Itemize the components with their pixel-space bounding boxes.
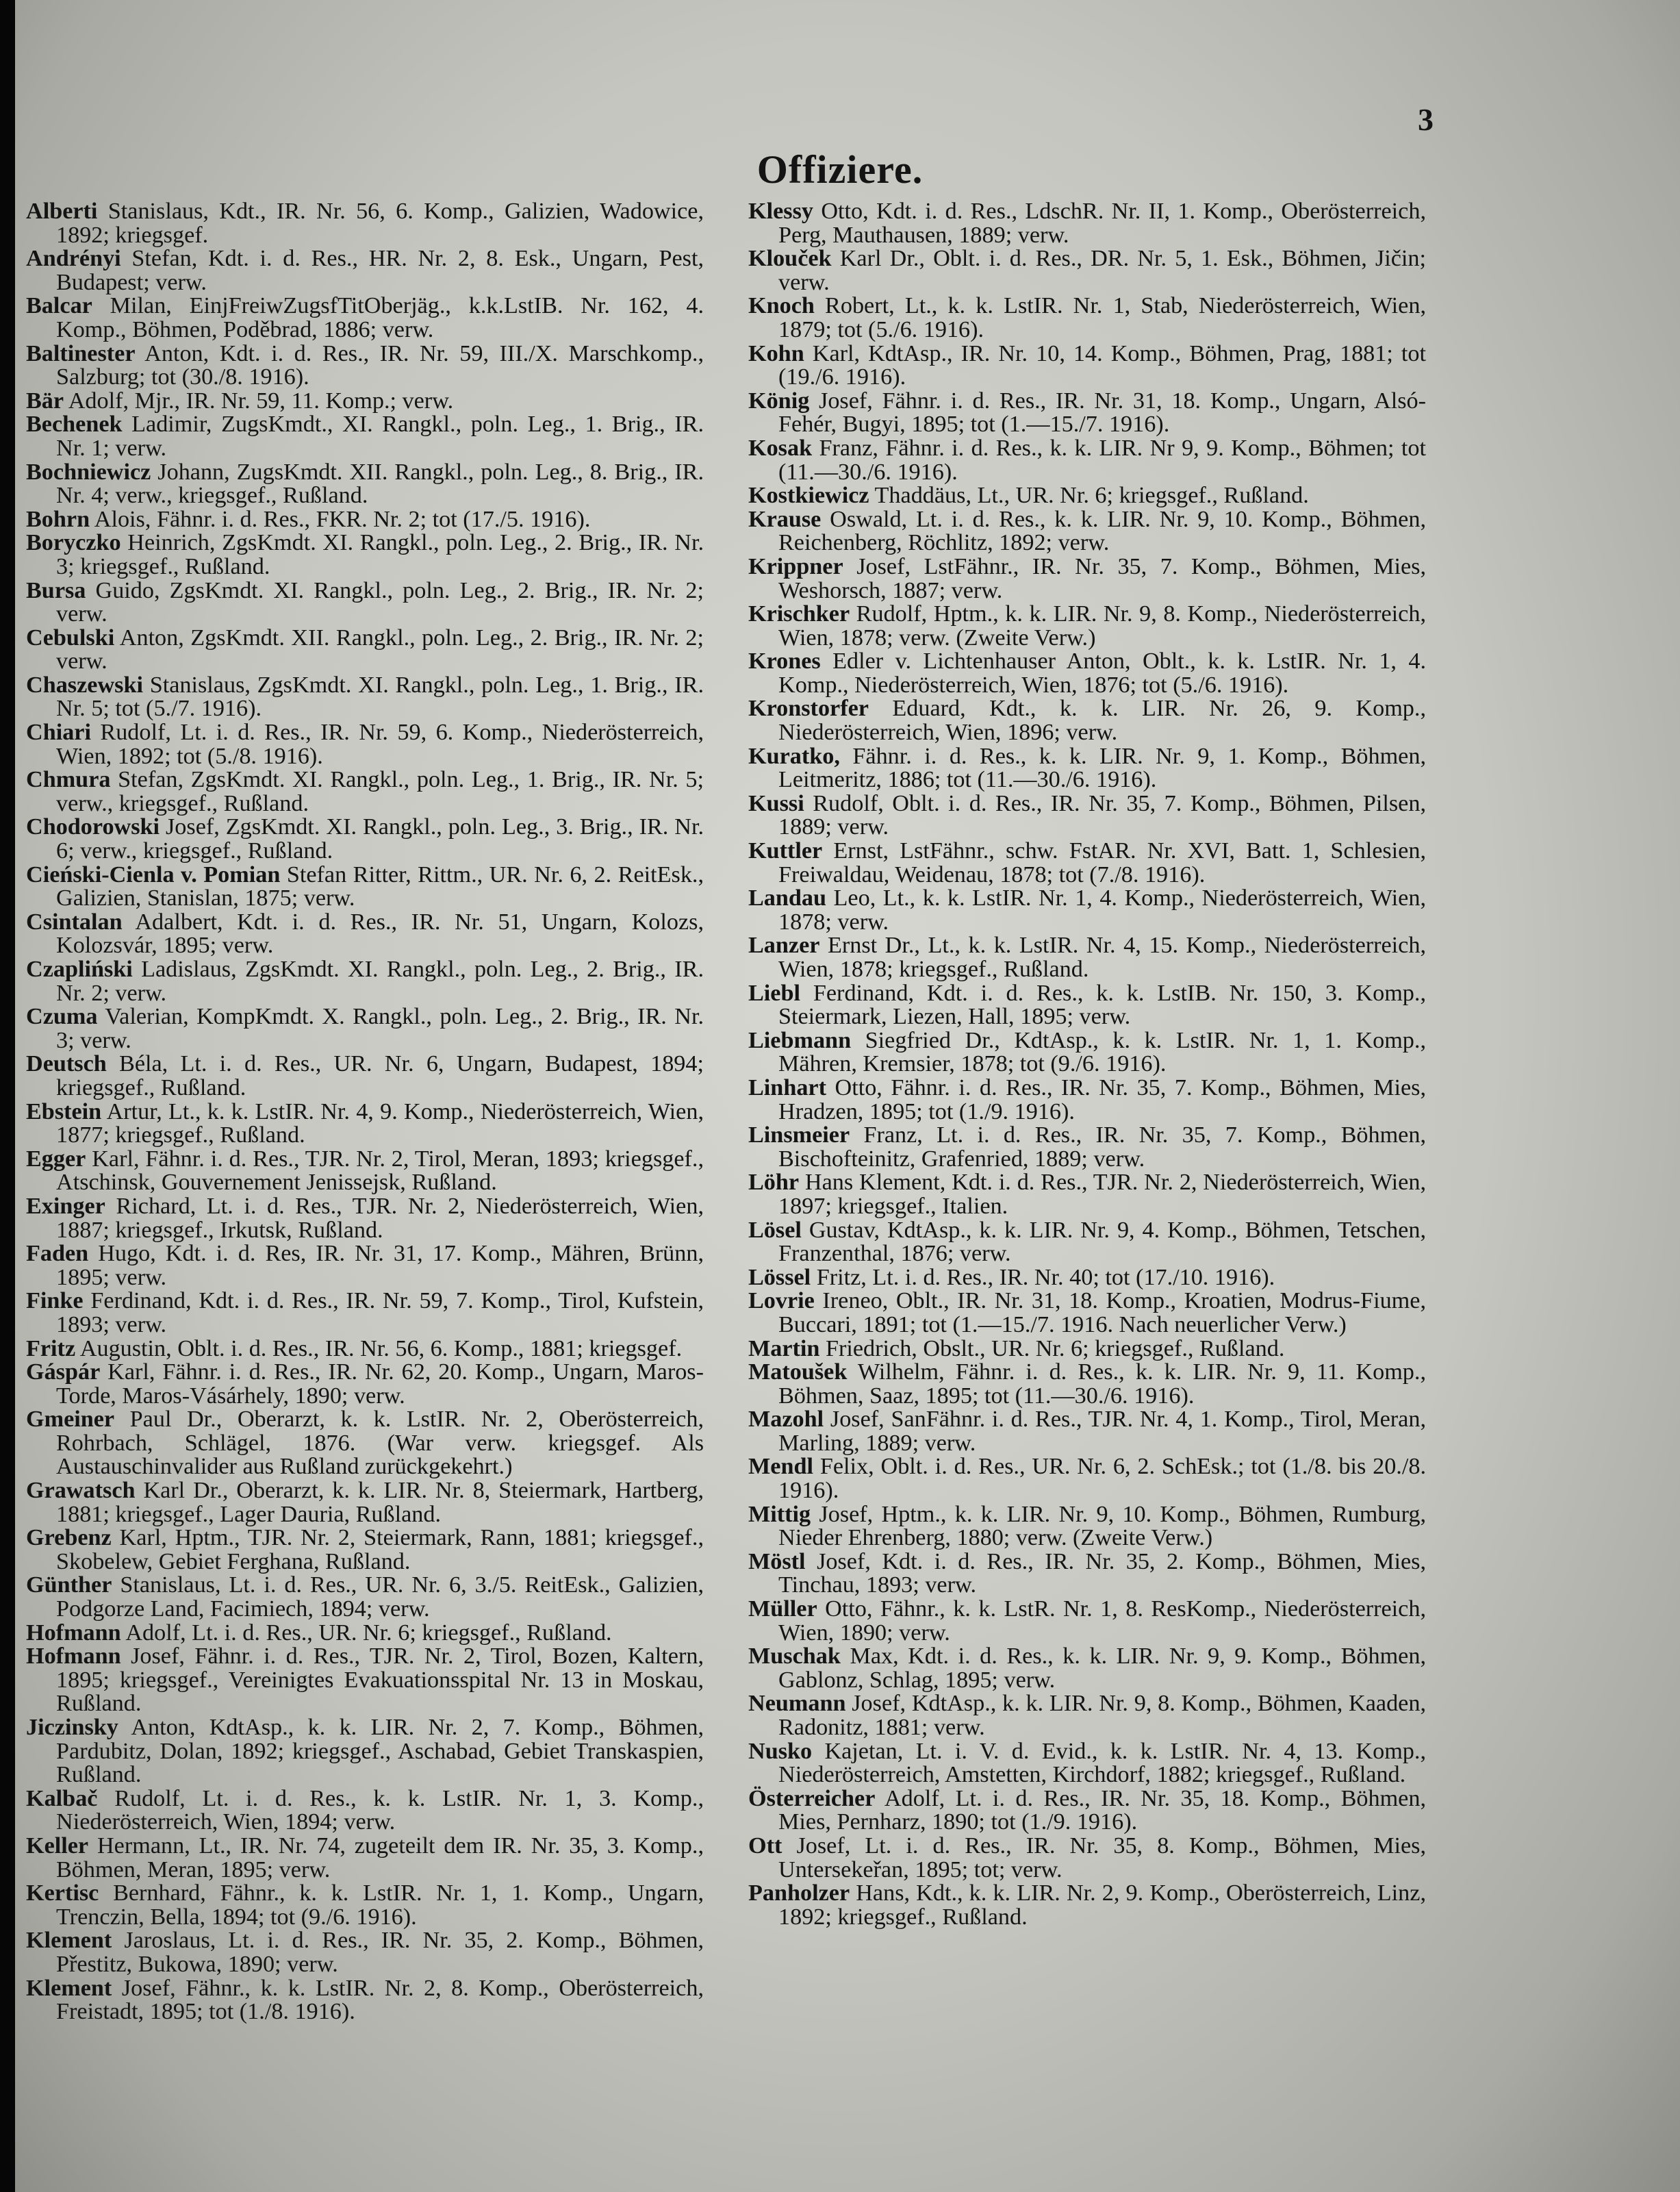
right-column — [748, 200, 1426, 1929]
entry-name: Linhart — [748, 1074, 826, 1100]
entry-details: Valerian, KompKmdt. X. Rangkl., poln. Leg., 2. Brig., IR. Nr. 3; verw. — [56, 1004, 704, 1053]
entry-details: Heinrich, ZgsKmdt. XI. Rangkl., poln. Leg., 2. Brig., IR. Nr. 3; kriegsgef., Rußland. — [56, 530, 704, 579]
entry-name: Liebl — [748, 980, 800, 1006]
entry-details: Josef, Lt. i. d. Res., IR. Nr. 35, 8. Komp., Böhmen, Mies, Untersekeřan, 1895; tot; verw. — [778, 1832, 1426, 1882]
entry-details: Hermann, Lt., IR. Nr. 74, zugeteilt dem IR. Nr. 35, 3. Komp., Böhmen, Meran, 1895; verw. — [56, 1832, 704, 1882]
entry-name: Hofmann — [26, 1643, 121, 1670]
entry-name: Czuma — [26, 1004, 98, 1030]
entry-name: Bursa — [26, 577, 86, 603]
entry-name: Chodorowski — [26, 814, 160, 840]
entry-details: Franz, Fähnr. i. d. Res., k. k. LIR. Nr 9, 9. Komp., Böhmen; tot (11.—30./6. 1916). — [778, 435, 1426, 485]
list-entry — [26, 861, 704, 911]
entry-name: Möstl — [748, 1548, 806, 1574]
list-entry — [26, 1526, 704, 1574]
entry-details: Béla, Lt. i. d. Res., UR. Nr. 6, Ungarn, Budapest, 1894; kriegsgef., Rußland. — [56, 1051, 704, 1100]
list-entry — [748, 745, 1426, 792]
entry-name: Kronstorfer — [748, 696, 869, 722]
entry-name: Lanzer — [748, 933, 820, 959]
entry-name: Grebenz — [26, 1525, 112, 1551]
entry-name: Kalbač — [26, 1785, 98, 1811]
entry-name: Bechenek — [26, 412, 123, 438]
entry-details: Karl, Hptm., TJR. Nr. 2, Steiermark, Rann, 1881; kriegsgef., Skobelew, Gebiet Ferghana, Rußland. — [56, 1525, 704, 1574]
entry-details: Stefan, Kdt. i. d. Res., HR. Nr. 2, 8. Esk., Ungarn, Pest, Budapest; verw. — [56, 246, 704, 295]
list-entry — [748, 1266, 1426, 1290]
list-entry — [26, 1337, 704, 1361]
entry-details: Hans Klement, Kdt. i. d. Res., TJR. Nr. 2, Niederösterreich, Wien, 1897; kriegsgef., Italien. — [778, 1170, 1426, 1219]
list-entry — [26, 1242, 704, 1289]
entry-name: Krippner — [748, 553, 843, 579]
entry-details: Stanislaus, Kdt., IR. Nr. 56, 6. Komp., Galizien, Wadowice, 1892; kriegsgef. — [56, 199, 704, 248]
entry-details: Milan, EinjFreiwZugsfTitOberjäg., k.k.LstIB. Nr. 162, 4. Komp., Böhmen, Poděbrad, 1886; verw. — [56, 293, 704, 342]
entry-details: Josef, ZgsKmdt. XI. Rangkl., poln. Leg., 3. Brig., IR. Nr. 6; verw., kriegsgef., Rußland. — [56, 814, 704, 864]
entry-details: Oswald, Lt. i. d. Res., k. k. LIR. Nr. 9, 10. Komp., Böhmen, Reichenberg, Röchlitz, 1892; verw. — [778, 506, 1426, 556]
entry-details: Otto, Kdt. i. d. Res., LdschR. Nr. II, 1. Komp., Oberösterreich, Perg, Mauthausen, 1889; verw. — [778, 199, 1426, 248]
page-number: 3 — [1418, 102, 1434, 137]
entry-name: Kuratko, — [748, 743, 840, 769]
list-entry — [26, 1929, 704, 1976]
entry-name: Chaszewski — [26, 672, 143, 698]
entry-details: Alois, Fähnr. i. d. Res., FKR. Nr. 2; tot (17./5. 1916). — [90, 506, 591, 532]
entry-details: Stanislaus, Lt. i. d. Res., UR. Nr. 6, 3./5. ReitEsk., Galizien, Podgorze Land, Facimiech, 1894; verw. — [56, 1572, 704, 1622]
list-entry — [26, 247, 704, 294]
entry-details: Rudolf, Lt. i. d. Res., k. k. LstIR. Nr. 1, 3. Komp., Niederösterreich, Wien, 1894; verw. — [56, 1785, 704, 1835]
list-entry — [748, 247, 1426, 294]
entry-name: Cieński-Cienla v. Pomian — [26, 861, 281, 887]
entry-details: Josef, KdtAsp., k. k. LIR. Nr. 9, 8. Komp., Böhmen, Kaaden, Radonitz, 1881; verw. — [778, 1691, 1426, 1740]
entry-name: Deutsch — [26, 1051, 107, 1077]
entry-name: Jiczinsky — [26, 1715, 118, 1740]
entry-details: Karl, Fähnr. i. d. Res., TJR. Nr. 2, Tirol, Meran, 1893; kriegsgef., Atschinsk, Gouvernement Jenissejsk, Rußland. — [56, 1146, 704, 1196]
list-entry — [748, 792, 1426, 840]
left-column — [26, 200, 704, 2024]
list-entry — [26, 1977, 704, 2024]
entry-name: Klement — [26, 1975, 112, 2001]
list-entry — [748, 1171, 1426, 1218]
list-entry — [26, 413, 704, 460]
entry-name: Matoušek — [748, 1359, 848, 1385]
list-entry — [748, 840, 1426, 887]
list-entry — [26, 342, 704, 390]
list-entry — [748, 1408, 1426, 1455]
entry-name: Balcar — [26, 293, 92, 319]
entry-details: Adolf, Mjr., IR. Nr. 59, 11. Komp.; verw. — [64, 388, 454, 414]
list-entry — [26, 531, 704, 579]
entry-name: Klement — [26, 1928, 112, 1954]
list-entry — [748, 1740, 1426, 1787]
entry-details: Ladislaus, ZgsKmdt. XI. Rangkl., poln. Leg., 2. Brig., IR. Nr. 2; verw. — [56, 957, 704, 1006]
entry-name: Neumann — [748, 1691, 846, 1717]
entry-details: Stefan, ZgsKmdt. XI. Rangkl., poln. Leg., 1. Brig., IR. Nr. 5; verw., kriegsgef., Rußland. — [56, 767, 704, 816]
entry-details: Anton, KdtAsp., k. k. LIR. Nr. 2, 7. Komp., Böhmen, Pardubitz, Dolan, 1892; kriegsgef., Aschabad, Gebiet Transkaspien, Rußland. — [56, 1715, 704, 1788]
list-entry — [748, 1219, 1426, 1266]
list-entry — [26, 816, 704, 863]
entry-details: Adalbert, Kdt. i. d. Res., IR. Nr. 51, Ungarn, Kolozs, Kolozsvár, 1895; verw. — [56, 909, 704, 959]
entry-details: Karl, KdtAsp., IR. Nr. 10, 14. Komp., Böhmen, Prag, 1881; tot (19./6. 1916). — [778, 340, 1426, 390]
list-entry — [748, 342, 1426, 390]
entry-details: Ladimir, ZugsKmdt., XI. Rangkl., poln. Leg., 1. Brig., IR. Nr. 1; verw. — [56, 412, 704, 461]
list-entry — [748, 1124, 1426, 1171]
entry-name: Czapliński — [26, 957, 133, 982]
entry-details: Josef, Fähnr., k. k. LstIR. Nr. 2, 8. Komp., Oberösterreich, Freistadt, 1895; tot (1./8. 1916). — [56, 1975, 704, 2025]
entry-name: Mittig — [748, 1501, 811, 1527]
entry-details: Richard, Lt. i. d. Res., TJR. Nr. 2, Niederösterreich, Wien, 1887; kriegsgef., Irkutsk, Rußland. — [56, 1193, 704, 1243]
entry-name: Egger — [26, 1146, 86, 1172]
entry-details: Otto, Fähnr. i. d. Res., IR. Nr. 35, 7. Komp., Böhmen, Mies, Hradzen, 1895; tot (1./9. 1916). — [778, 1074, 1426, 1124]
entry-details: Karl, Fähnr. i. d. Res., IR. Nr. 62, 20. Komp., Ungarn, Maros-Torde, Maros-Vásárhely, 1890; verw. — [56, 1359, 704, 1409]
entry-name: Bär — [26, 388, 64, 414]
entry-details: Felix, Oblt. i. d. Res., UR. Nr. 6, 2. SchEsk.; tot (1./8. bis 20./8. 1916). — [778, 1454, 1426, 1504]
list-entry — [26, 1574, 704, 1621]
list-entry — [748, 603, 1426, 650]
entry-name: Baltinester — [26, 340, 136, 366]
list-entry — [748, 650, 1426, 697]
entry-name: Ott — [748, 1832, 782, 1859]
entry-name: Liebmann — [748, 1027, 852, 1053]
entry-name: Kuttler — [748, 838, 823, 864]
entry-details: Eduard, Kdt., k. k. LIR. Nr. 26, 9. Komp., Niederösterreich, Wien, 1896; verw. — [778, 696, 1426, 746]
entry-name: Kohn — [748, 340, 804, 366]
entry-name: Lovrie — [748, 1288, 815, 1314]
entry-details: Ferdinand, Kdt. i. d. Res., IR. Nr. 59, 7. Komp., Tirol, Kufstein, 1893; verw. — [56, 1288, 704, 1337]
entry-name: Kertisc — [26, 1880, 99, 1906]
list-entry — [748, 484, 1426, 508]
list-entry — [748, 1029, 1426, 1076]
entry-details: Jaroslaus, Lt. i. d. Res., IR. Nr. 35, 2. Komp., Böhmen, Přestitz, Bukowa, 1890; verw. — [56, 1928, 704, 1977]
list-entry — [26, 1882, 704, 1929]
entry-details: Adolf, Lt. i. d. Res., UR. Nr. 6; kriegsgef., Rußland. — [120, 1620, 612, 1646]
entry-details: Josef, Hptm., k. k. LIR. Nr. 9, 10. Komp., Böhmen, Rumburg, Nieder Ehrenberg, 1880; verw. (Zweite Verw.) — [778, 1501, 1426, 1551]
entry-name: Cebulski — [26, 625, 115, 651]
entry-details: Josef, Kdt. i. d. Res., IR. Nr. 35, 2. Komp., Böhmen, Mies, Tinchau, 1893; verw. — [778, 1548, 1426, 1598]
entry-details: Max, Kdt. i. d. Res., k. k. LIR. Nr. 9, 9. Komp., Böhmen, Gablonz, Schlag, 1895; verw. — [778, 1643, 1426, 1693]
entry-name: Exinger — [26, 1193, 105, 1219]
entry-details: Stanislaus, ZgsKmdt. XI. Rangkl., poln. Leg., 1. Brig., IR. Nr. 5; tot (5./7. 1916). — [56, 672, 704, 722]
list-entry — [26, 294, 704, 342]
entry-name: Nusko — [748, 1738, 813, 1764]
entry-details: Friedrich, Obslt., UR. Nr. 6; kriegsgef., Rußland. — [819, 1335, 1285, 1361]
list-entry — [748, 1289, 1426, 1337]
list-entry — [748, 1645, 1426, 1692]
list-entry — [26, 1832, 704, 1882]
entry-name: Linsmeier — [748, 1122, 850, 1148]
binding-edge — [0, 0, 15, 2192]
list-entry — [748, 1361, 1426, 1408]
list-entry — [26, 1479, 704, 1526]
list-entry — [748, 1598, 1426, 1645]
list-entry — [748, 1076, 1426, 1124]
list-entry — [26, 627, 704, 674]
entry-details: Josef, Fähnr. i. d. Res., IR. Nr. 31, 18. Komp., Ungarn, Alsó-Fehér, Bugyi, 1895; tot (1.—15./7. 1916). — [778, 388, 1426, 438]
list-entry — [748, 200, 1426, 247]
entry-name: Klouček — [748, 246, 832, 272]
list-entry — [26, 579, 704, 627]
list-entry — [748, 1455, 1426, 1502]
entry-details: Anton, Kdt. i. d. Res., IR. Nr. 59, III./X. Marschkomp., Salzburg; tot (30./8. 1916). — [56, 340, 704, 390]
entry-name: Mazohl — [748, 1407, 824, 1433]
entry-details: Thaddäus, Lt., UR. Nr. 6; kriegsgef., Rußland. — [869, 483, 1309, 509]
entry-details: Adolf, Lt. i. d. Res., IR. Nr. 35, 18. Komp., Böhmen, Mies, Pernharz, 1890; tot (1./9. 1916). — [778, 1785, 1426, 1835]
entry-details: Robert, Lt., k. k. LstIR. Nr. 1, Stab, Niederösterreich, Wien, 1879; tot (5./6. 1916). — [778, 293, 1426, 342]
entry-details: Paul Dr., Oberarzt, k. k. LstIR. Nr. 2, Oberösterreich, Rohrbach, Schlägel, 1876. (War verw. kriegsgef. Als Austauschinvalider aus Rußland zurückgekehrt.) — [56, 1407, 704, 1480]
entry-name: Kosak — [748, 435, 813, 461]
list-entry — [748, 934, 1426, 981]
entry-details: Karl Dr., Oblt. i. d. Res., DR. Nr. 5, 1. Esk., Böhmen, Jičin; verw. — [778, 246, 1426, 295]
list-entry — [26, 1148, 704, 1195]
entry-name: Martin — [748, 1335, 820, 1361]
list-entry — [26, 768, 704, 816]
entry-name: Alberti — [26, 199, 98, 224]
list-entry — [748, 294, 1426, 342]
entry-name: Landau — [748, 885, 827, 911]
entry-details: Anton, ZgsKmdt. XII. Rangkl., poln. Leg., 2. Brig., IR. Nr. 2; verw. — [56, 625, 704, 675]
list-entry — [26, 958, 704, 1005]
entry-name: Andrényi — [26, 246, 121, 272]
entry-details: Franz, Lt. i. d. Res., IR. Nr. 35, 7. Komp., Böhmen, Bischofteinitz, Grafenried, 1889; verw. — [778, 1122, 1426, 1172]
entry-name: Boryczko — [26, 530, 121, 556]
entry-details: Josef, LstFähnr., IR. Nr. 35, 7. Komp., Böhmen, Mies, Weshorsch, 1887; verw. — [778, 553, 1426, 603]
entry-name: Muschak — [748, 1643, 841, 1670]
entry-details: Otto, Fähnr., k. k. LstR. Nr. 1, 8. ResKomp., Niederösterreich, Wien, 1890; verw. — [778, 1596, 1426, 1646]
entry-details: Guido, ZgsKmdt. XI. Rangkl., poln. Leg., 2. Brig., IR. Nr. 2; verw. — [56, 577, 704, 627]
entry-name: Fritz — [26, 1335, 76, 1361]
entry-details: Leo, Lt., k. k. LstIR. Nr. 1, 4. Komp., Niederösterreich, Wien, 1878; verw. — [778, 885, 1426, 935]
entry-name: Lössel — [748, 1264, 811, 1290]
entry-name: Faden — [26, 1241, 89, 1267]
entry-name: Csintalan — [26, 909, 123, 935]
entry-name: Grawatsch — [26, 1478, 136, 1504]
entry-details: Josef, Fähnr. i. d. Res., TJR. Nr. 2, Tirol, Bozen, Kaltern, 1895; kriegsgef., Vereinigtes Evakuationsspital Nr. 13 in Moskau, Rußland. — [56, 1643, 704, 1717]
entry-details: Fritz, Lt. i. d. Res., IR. Nr. 40; tot (17./10. 1916). — [811, 1264, 1275, 1290]
entry-name: Bochniewicz — [26, 459, 151, 485]
list-entry — [26, 461, 704, 508]
entry-name: Ebstein — [26, 1098, 102, 1124]
list-entry — [748, 1882, 1426, 1929]
entry-name: Keller — [26, 1832, 89, 1859]
list-entry — [26, 1408, 704, 1479]
entry-name: Gáspár — [26, 1359, 101, 1385]
entry-name: Mendl — [748, 1454, 813, 1480]
list-entry — [26, 1289, 704, 1337]
entry-details: Ernst Dr., Lt., k. k. LstIR. Nr. 4, 15. Komp., Niederösterreich, Wien, 1878; kriegsgef., Rußland. — [778, 933, 1426, 982]
list-entry — [26, 1100, 704, 1148]
list-entry — [748, 1692, 1426, 1739]
list-entry — [26, 508, 704, 532]
entry-details: Fähnr. i. d. Res., k. k. LIR. Nr. 9, 1. Komp., Böhmen, Leitmeritz, 1886; tot (11.—30./6. 1916). — [778, 743, 1426, 793]
entry-name: Hofmann — [26, 1620, 121, 1646]
entry-name: Panholzer — [748, 1880, 850, 1906]
list-entry — [26, 1716, 704, 1787]
entry-details: Hugo, Kdt. i. d. Res, IR. Nr. 31, 17. Komp., Mähren, Brünn, 1895; verw. — [56, 1241, 704, 1290]
entry-name: Müller — [748, 1596, 817, 1622]
entry-name: Finke — [26, 1288, 84, 1314]
list-entry — [26, 1195, 704, 1242]
entry-name: Gmeiner — [26, 1407, 115, 1433]
list-entry — [748, 390, 1426, 437]
list-entry — [748, 887, 1426, 934]
list-entry — [26, 911, 704, 958]
entry-name: Chmura — [26, 767, 111, 793]
entry-details: Stefan Ritter, Rittm., UR. Nr. 6, 2. ReitEsk., Galizien, Stanislan, 1875; verw. — [56, 861, 704, 911]
entry-details: Josef, SanFähnr. i. d. Res., TJR. Nr. 4, 1. Komp., Tirol, Meran, Marling, 1889; verw. — [778, 1407, 1426, 1456]
list-entry — [748, 508, 1426, 555]
list-entry — [26, 1005, 704, 1053]
list-entry — [26, 200, 704, 247]
list-entry — [26, 1361, 704, 1408]
list-entry — [748, 1503, 1426, 1550]
entry-details: Rudolf, Oblt. i. d. Res., IR. Nr. 35, 7. Komp., Böhmen, Pilsen, 1889; verw. — [778, 790, 1426, 840]
list-entry — [748, 555, 1426, 603]
list-entry — [26, 390, 704, 414]
list-entry — [748, 1550, 1426, 1598]
entry-details: Augustin, Oblt. i. d. Res., IR. Nr. 56, 6. Komp., 1881; kriegsgef. — [75, 1335, 683, 1361]
entry-details: Ferdinand, Kdt. i. d. Res., k. k. LstIB. Nr. 150, 3. Komp., Steiermark, Liezen, Hall, 1895; verw. — [778, 980, 1426, 1030]
entry-name: Krones — [748, 648, 821, 675]
list-entry — [748, 437, 1426, 484]
entry-name: Günther — [26, 1572, 112, 1598]
entry-details: Ernst, LstFähnr., schw. FstAR. Nr. XVI, Batt. 1, Schlesien, Freiwaldau, Weidenau, 1878; tot (7./8. 1916). — [778, 838, 1426, 887]
entry-details: Karl Dr., Oberarzt, k. k. LIR. Nr. 8, Steiermark, Hartberg, 1881; kriegsgef., Lager Dauria, Rußland. — [56, 1478, 704, 1527]
entry-details: Gustav, KdtAsp., k. k. LIR. Nr. 9, 4. Komp., Böhmen, Tetschen, Franzenthal, 1876; verw. — [778, 1217, 1426, 1267]
list-entry — [26, 721, 704, 768]
entry-name: Chiari — [26, 720, 91, 746]
entry-name: Lösel — [748, 1217, 802, 1243]
list-entry — [26, 1787, 704, 1835]
list-entry — [748, 697, 1426, 744]
entry-details: Artur, Lt., k. k. LstIR. Nr. 4, 9. Komp., Niederösterreich, Wien, 1877; kriegsgef., Rußland. — [56, 1098, 704, 1148]
entry-name: Klessy — [748, 199, 813, 224]
list-entry — [748, 1787, 1426, 1835]
list-entry — [26, 1053, 704, 1100]
entry-name: Knoch — [748, 293, 815, 319]
entry-details: Ireneo, Oblt., IR. Nr. 31, 18. Komp., Kroatien, Modrus-Fiume, Buccari, 1891; tot (1.—15./7. 1916. Nach neuerlicher Verw.) — [778, 1288, 1426, 1337]
entry-details: Johann, ZugsKmdt. XII. Rangkl., poln. Leg., 8. Brig., IR. Nr. 4; verw., kriegsgef., Rußland. — [56, 459, 704, 509]
entry-details: Bernhard, Fähnr., k. k. LstIR. Nr. 1, 1. Komp., Ungarn, Trenczin, Bella, 1894; tot (9./6. 1916). — [56, 1880, 704, 1930]
list-entry — [26, 674, 704, 721]
page-title: Offiziere. — [756, 147, 924, 192]
entry-name: Kostkiewicz — [748, 483, 869, 509]
entry-name: König — [748, 388, 810, 414]
entry-name: Krause — [748, 506, 822, 532]
entry-name: Bohrn — [26, 506, 90, 532]
entry-details: Kajetan, Lt. i. V. d. Evid., k. k. LstIR. Nr. 4, 13. Komp., Niederösterreich, Amstetten, Kirchdorf, 1882; kriegsgef., Rußland. — [778, 1738, 1426, 1788]
entry-name: Österreicher — [748, 1785, 876, 1811]
entry-name: Kussi — [748, 790, 804, 816]
entry-details: Siegfried Dr., KdtAsp., k. k. LstIR. Nr. 1, 1. Komp., Mähren, Kremsier, 1878; tot (9./6. 1916). — [778, 1027, 1426, 1077]
list-entry — [26, 1645, 704, 1716]
entry-name: Löhr — [748, 1170, 800, 1196]
entry-details: Wilhelm, Fähnr. i. d. Res., k. k. LIR. Nr. 9, 11. Komp., Böhmen, Saaz, 1895; tot (11.—30./6. 1916). — [778, 1359, 1426, 1409]
entry-details: Edler v. Lichtenhauser Anton, Oblt., k. k. LstIR. Nr. 1, 4. Komp., Niederösterreich, Wien, 1876; tot (5./6. 1916). — [778, 648, 1426, 698]
entry-details: Hans, Kdt., k. k. LIR. Nr. 2, 9. Komp., Oberösterreich, Linz, 1892; kriegsgef., Rußland. — [778, 1880, 1426, 1930]
entry-name: Krischker — [748, 601, 850, 627]
entry-details: Rudolf, Hptm., k. k. LIR. Nr. 9, 8. Komp., Niederösterreich, Wien, 1878; verw. (Zweite Verw.) — [778, 601, 1426, 651]
list-entry — [26, 1622, 704, 1646]
entry-details: Rudolf, Lt. i. d. Res., IR. Nr. 59, 6. Komp., Niederösterreich, Wien, 1892; tot (5./8. 1916). — [56, 720, 704, 769]
list-entry — [748, 1337, 1426, 1361]
list-entry — [748, 982, 1426, 1029]
list-entry — [748, 1832, 1426, 1882]
